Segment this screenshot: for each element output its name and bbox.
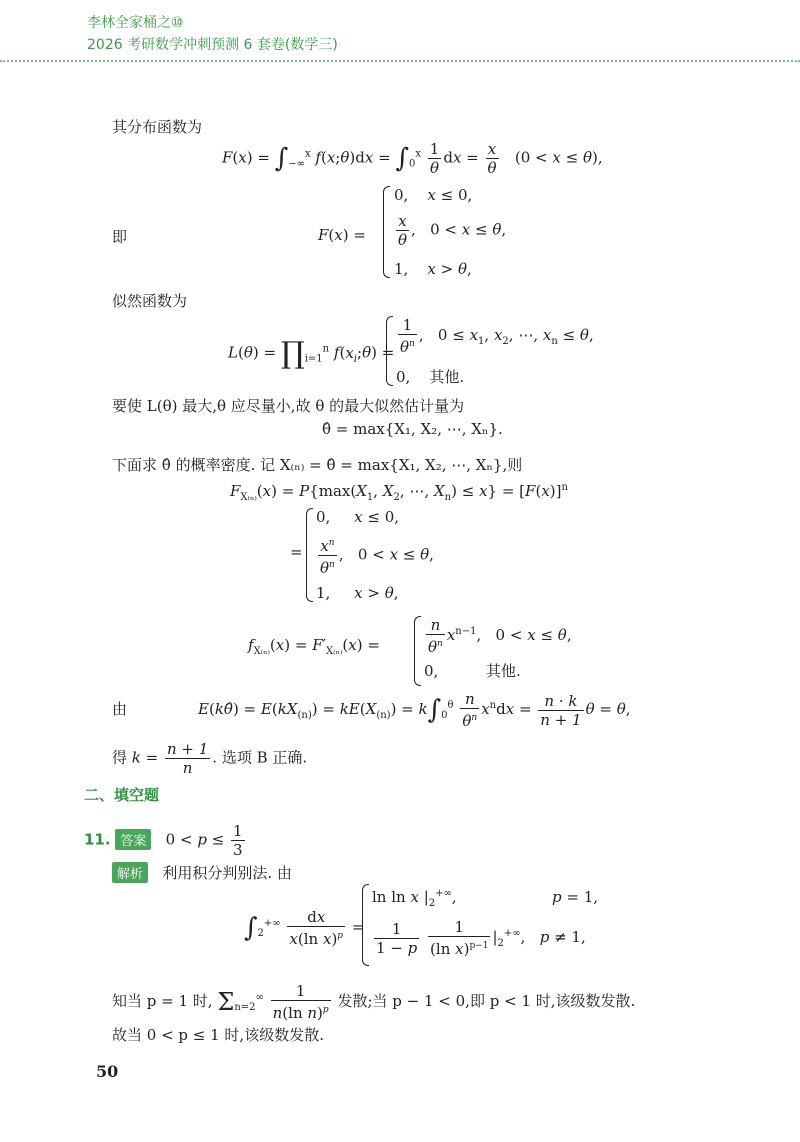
density-sentence: 下面求 θ̂ 的概率密度. 记 X₍ₙ₎ = θ̂ = max{X₁, X₂, ⋯, Xₙ},则 bbox=[112, 456, 523, 474]
mle-result: θ̂ = max{X₁, X₂, ⋯, Xₙ}. bbox=[322, 420, 503, 438]
max-pdf-case-1: $\frac{n}{\theta^n}$ $x^{n-1}$, 0 < x ≤ θ, bbox=[428, 616, 572, 656]
analysis-row bbox=[112, 862, 292, 883]
page-number: 50 bbox=[96, 1062, 119, 1081]
likelihood-brace bbox=[386, 316, 393, 386]
cdf-case-2: $\frac{x}{\theta}$ , 0 < x ≤ θ, bbox=[398, 212, 507, 249]
cdf-brace bbox=[383, 186, 390, 278]
series-sentence: 知当 p = 1 时, $\Sigma_{n=2}^\infty$ $\frac{1}{n(\ln n)^p}$ 发散;当 p − 1 < 0,即 p < 1 时,该级数发散. bbox=[112, 982, 636, 1022]
likelihood-case-2: 0, 其他. bbox=[396, 368, 465, 386]
max-cdf-formula: $F_{X_{(n)}}(x) = P\{\max(X_1$, $X_2$, ⋯, $X_n) \le x\} = [F(x)]^n$ bbox=[230, 482, 568, 503]
know-text-1: 知当 p = 1 时, bbox=[112, 992, 213, 1010]
max-cdf-case-1: 0, x ≤ 0, bbox=[316, 508, 400, 526]
integral-case-2: $\frac{1}{1 - p}$ $\frac{1}{(\ln x)^{p-1}}$ $|_2^{+\infty}$, p ≠ 1, bbox=[376, 918, 586, 958]
integral-brace bbox=[362, 884, 369, 966]
likelihood-otherwise: 其他. bbox=[429, 368, 465, 386]
max-pdf-case-2: 0, 其他. bbox=[424, 662, 521, 680]
integral-test-lhs: $\int_2^{+\infty}$ $\frac{dx}{x(\ln x)^p}$ = bbox=[244, 908, 365, 948]
you-label: 由 bbox=[112, 700, 128, 718]
max-pdf-otherwise: 其他. bbox=[486, 662, 521, 680]
k-result: 得 k = $\frac{n + 1}{n}$ . 选项 B 正确. bbox=[112, 740, 308, 777]
mle-sentence: 要使 L(θ) 最大,θ 应尽量小,故 θ 的最大似然估计量为 bbox=[112, 397, 465, 415]
answer-tag: 答案 bbox=[115, 829, 151, 850]
q11-answer-row: 11. 答案 0 < p ≤ $\frac{1}{3}$ bbox=[84, 822, 243, 859]
max-cdf-eq: = bbox=[290, 543, 303, 561]
conclusion-text: 选项 B 正确. bbox=[221, 748, 308, 767]
header-series: 李林全家桶之⑩ bbox=[87, 15, 184, 31]
max-pdf-brace bbox=[414, 616, 421, 686]
cdf-case-1: 0, x ≤ 0, bbox=[394, 186, 473, 204]
integral-case-1: ln ln x $|_2^{+\infty}$, p = 1, bbox=[372, 888, 599, 909]
analysis-tag: 解析 bbox=[112, 862, 148, 883]
ji-label: 即 bbox=[112, 228, 128, 246]
header-divider bbox=[0, 60, 800, 62]
final-text: 故当 0 < p ≤ 1 时,该级数发散. bbox=[112, 1026, 324, 1044]
likelihood-intro: 似然函数为 bbox=[112, 292, 188, 310]
expectation-formula: E(kθ̂) = $E(kX_{(n)}) = kE(X_{(n)}) = k\int_0^\theta$ $\frac{n}{\theta^n}$ $x^ndx$ = $\frac{n \cdot k}{n + 1}$ θ = θ, bbox=[198, 690, 631, 730]
analysis-text: 利用积分判别法. 由 bbox=[162, 864, 292, 882]
likelihood-lhs: $L(\theta) = \prod_{i=1}^n$ $f(x_i;\theta)$ = bbox=[228, 336, 395, 371]
know-text-2: 发散;当 p − 1 < 0,即 p < 1 时,该级数发散. bbox=[337, 992, 636, 1010]
cdf-lhs: F(x) = bbox=[318, 226, 366, 244]
cdf-case-3: 1, x > θ, bbox=[394, 260, 472, 278]
max-cdf-case-3: 1, x > θ, bbox=[316, 584, 399, 602]
dist-fn-intro: 其分布函数为 bbox=[112, 118, 203, 136]
section-title: 二、填空题 bbox=[84, 786, 160, 804]
max-pdf-lhs: $f_{X_{(n)}}(x) = F'_{X_{(n)}}(x)$ = bbox=[248, 636, 380, 657]
q11-number: 11. bbox=[84, 830, 111, 849]
likelihood-case-1: $\frac{1}{\theta^n}$ , $0 \le x_1$, $x_2$, ⋯, $x_n \le \theta$, bbox=[400, 316, 594, 356]
cdf-integral-formula: $F(x) = \int_{-\infty}^x$ f(x;θ)dx = $\int_0^x$ $\frac{1}{\theta}$ dx = $\frac{x}{\theta}$ (0 < x ≤ θ), bbox=[222, 140, 603, 177]
max-cdf-brace bbox=[306, 508, 313, 602]
header-book-title: 2026 考研数学冲刺预测 6 套卷(数学三) bbox=[87, 37, 338, 53]
max-cdf-case-2: $\frac{x^n}{\theta^n}$ , 0 < x ≤ θ, bbox=[316, 534, 434, 577]
